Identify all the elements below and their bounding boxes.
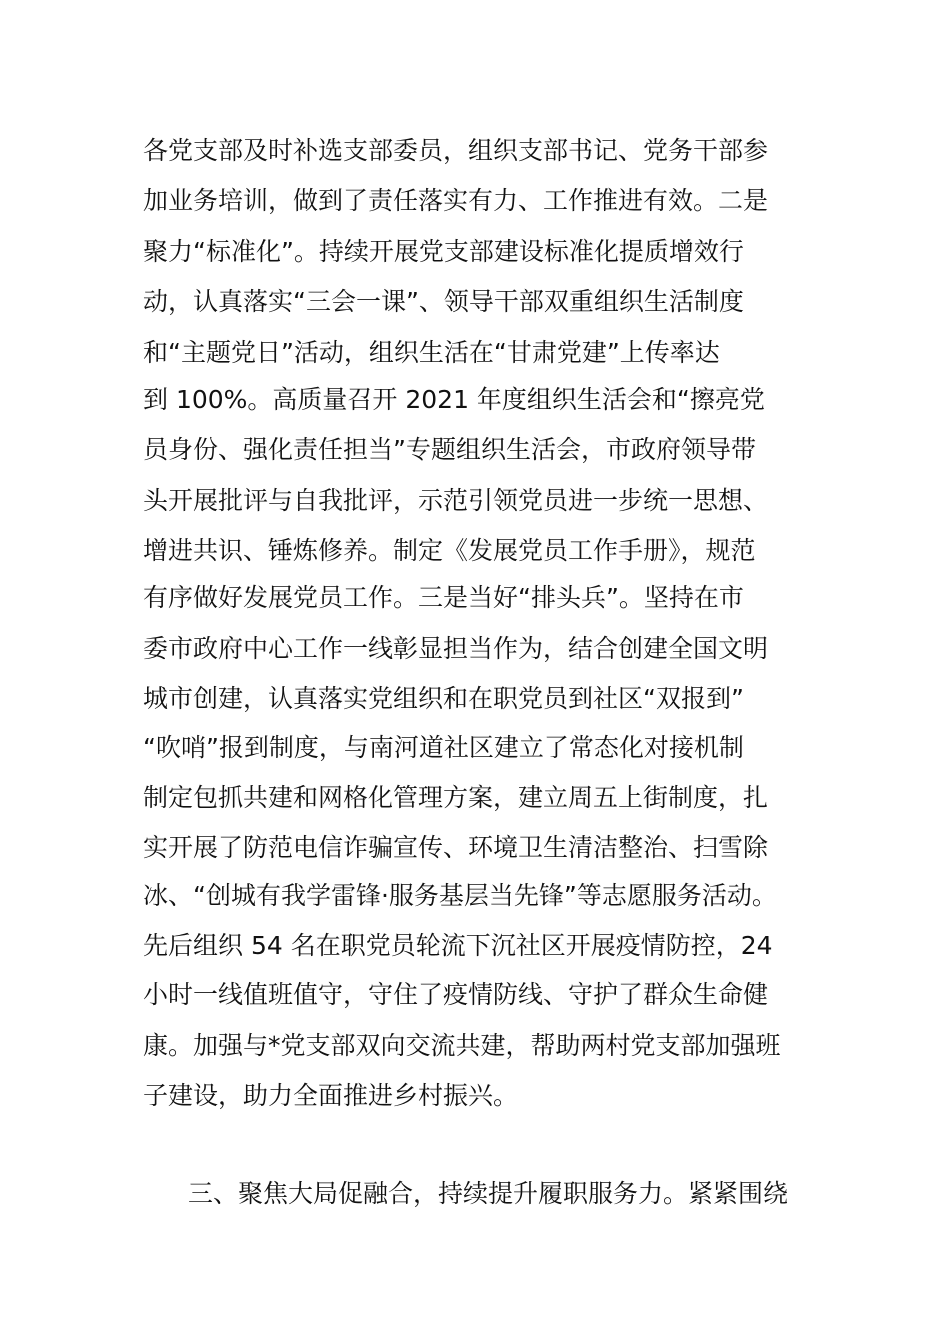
text-line: 聚力“标准化”。持续开展党支部建设标准化提质增效行: [143, 237, 744, 266]
text-line: 康。加强与*党支部双向交流共建，帮助两村党支部加强班: [143, 1031, 781, 1060]
text-line: 动，认真落实“三会一课”、领导干部双重组织生活制度: [143, 287, 744, 316]
text-line: 到 100%。高质量召开 2021 年度组织生活会和“擦亮党: [143, 385, 765, 414]
text-line: 城市创建，认真落实党组织和在职党员到社区“双报到”: [143, 684, 744, 713]
text-line: 加业务培训，做到了责任落实有力、工作推进有效。二是: [143, 186, 769, 215]
text-line: 头开展批评与自我批评，示范引领党员进一步统一思想、: [143, 486, 769, 515]
text-line: 员身份、强化责任担当”专题组织生活会，市政府领导带: [143, 435, 756, 464]
text-line: “吹哨”报到制度，与南河道社区建立了常态化对接机制: [143, 733, 744, 762]
text-line: 增进共识、锤炼修养。制定《发展党员工作手册》，规范: [143, 536, 756, 565]
text-line: 冰、“创城有我学雷锋·服务基层当先锋”等志愿服务活动。: [143, 881, 777, 910]
text-line: 实开展了防范电信诈骗宣传、环境卫生清洁整治、扫雪除: [143, 833, 769, 862]
text-line: 子建设，助力全面推进乡村振兴。: [143, 1081, 519, 1110]
text-line: 和“主题党日”活动，组织生活在“甘肃党建”上传率达: [143, 338, 720, 367]
text-line: 制定包抓共建和网格化管理方案，建立周五上街制度，扎: [143, 783, 769, 812]
text-line: 小时一线值班值守，守住了疫情防线、守护了群众生命健: [143, 980, 769, 1009]
text-line: 委市政府中心工作一线彰显担当作为，结合创建全国文明: [143, 634, 769, 663]
text-line: 有序做好发展党员工作。三是当好“排头兵”。坚持在市: [143, 583, 744, 612]
text-line: 各党支部及时补选支部委员，组织支部书记、党务干部参: [143, 136, 769, 165]
section-heading-line: 三、聚焦大局促融合，持续提升履职服务力。紧紧围绕: [188, 1179, 789, 1208]
text-line: 先后组织 54 名在职党员轮流下沉社区开展疫情防控，24: [143, 931, 773, 960]
